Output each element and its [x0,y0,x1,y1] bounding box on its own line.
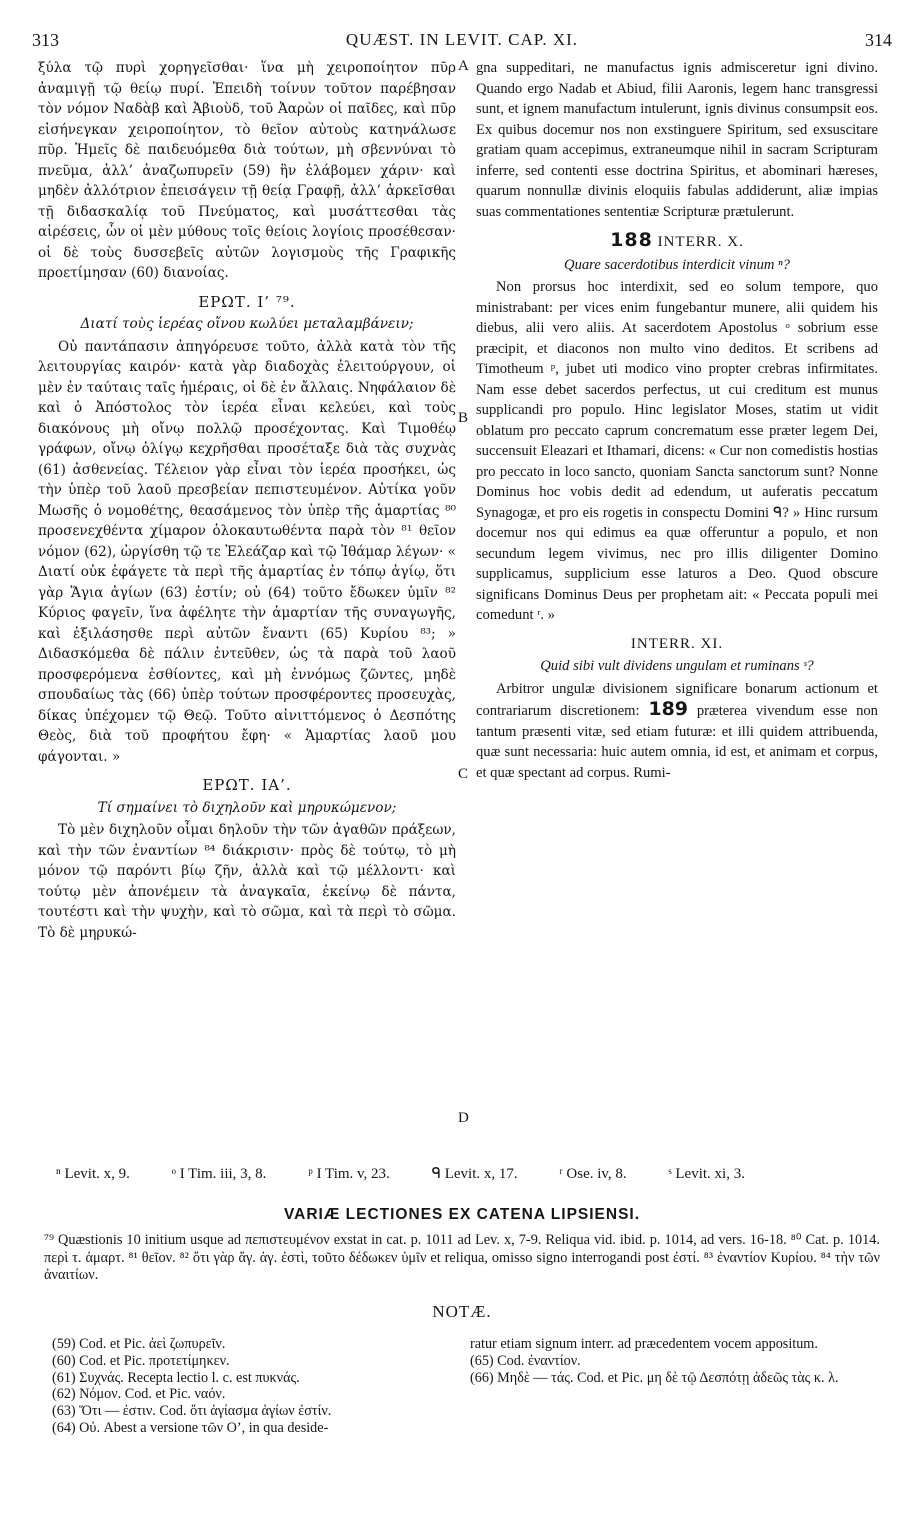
note-64-continued: ratur etiam signum interr. ad præcedentem vocem appositum. [470,1336,818,1352]
note-61: (61) Συχνάς. Recepta lectio l. c. est πυκνάς. [52,1369,300,1386]
latin-question-11-heading: INTERR. XI. [630,635,724,652]
latin-answer-10: Non prorsus hoc interdixit, sed eo solum tempore, quo ministrabant: per vices enim fungebantur munere, alii quidem his diebus, alii vero aliis. At sacerdotem Apostolus ᵒ sobrium esse præcipit, et diaconos non multo vino deditos. Et scribens ad Timotheum ᵖ, jubet uti modico vino propter crebras infirmitates. Nam esse debet sacerdos perfectus, ut cui creditum est munus supplicandi pro populo. Hinc legislator Moses, statim ut vidit oblatum pro peccato caprum concrematum esse præter legem Dei, succensuit Eleazari et Ithamari, dicens: « Cur non comedistis hostias pro peccato in loco sancto, quoniam Sancta sanctorum sunt? Nonne Dominus hoc vobis dedit ad edendum, ut auferatis peccatum Synagogæ, et pro eis rogetis in conspectu Domini ᑫ? » Hinc rursum docemur nos qui edimus ea quæ offeruntur a populo, et non secundum legem vivimus, nec pro illis diligenter Domino supplicamus, supplicium esse laturos a Deo. Quod obscure significans Dominus Deus per prophetam ait: « Peccata populi mei comedunt ʳ. » [476,279,878,623]
footnote-s: ˢ Levit. xi, 3. [668,1166,745,1182]
column-number-189: 189 [648,698,689,720]
latin-question-10-heading [476,230,878,253]
variae-lectiones-title: VARIÆ LECTIONES EX CATENA LIPSIENSI. [283,1206,641,1223]
running-title: QUÆST. IN LEVIT. CAP. XI. [345,30,579,49]
margin-letter-c: C [458,766,469,782]
note-62: (62) Νόμον. Cod. et Pic. ναόν. [52,1386,226,1403]
scripture-footnotes [56,1164,886,1183]
footnote-n: ⁿ Levit. x, 9. [56,1166,130,1182]
page-number-left: 313 [32,30,59,50]
greek-question-10-heading: ΕΡΩΤ. Ι’ ⁷⁹. [198,292,296,311]
margin-letter-a: A [458,58,469,74]
footnote-r: ʳ Ose. iv, 8. [559,1166,627,1182]
greek-question-10-title: Διατί τοὺς ἱερέας οἴνου κωλύει μεταλαμβάνειν; [80,316,414,332]
margin-letter-d: D [458,1110,469,1126]
latin-question-10-title: Quare sacerdotibus interdicit vinum ⁿ? [564,256,790,273]
note-59: (59) Cod. et Pic. ἀεὶ ζωπυρεῖν. [52,1336,226,1352]
note-63: (63) Ὅτι — ἐστιν. Cod. ὅτι ἁγίασμα ἁγίων ἐστίν. [52,1403,332,1420]
notae-left-column [52,1336,464,1437]
latin-column [476,58,878,783]
note-65: (65) Cod. ἐναντίον. [470,1352,581,1369]
column-number-188: 188 [610,229,653,251]
variae-lectiones-text: ⁷⁹ Quæstionis 10 initium usque ad πεπιστευμένον exstat in cat. p. 1011 ad Lev. x, 7-9. Reliqua vid. ibid. p. 1014, ad vers. 16-18. ⁸⁰ Cat. p. 1014. περὶ τ. ἁμαρτ. ⁸¹ θεῖον. ⁸² ὅτι γὰρ ἅγ. ἁγ. ἐστὶ, τοῦτο δέδωκεν ὑμῖν et reliqua, omisso signo interrogandi post ἐστί. ⁸³ ἐναντίον Κυρίου. ⁸⁴ τὴν τῶν ἀναιτίων. [44,1232,880,1283]
latin-answer-11 [476,679,878,784]
footnote-q: ᑫ Levit. x, 17. [431,1166,518,1182]
latin-answer-11-rest: præterea vivendum esse non tantum præsenti vitæ, sed etiam futuræ: et illi quidem attribuenda, quæ sunt necessaria: huic autem omnia, id est, et animam et corpus, et quæ spectant ad corpus. Rumi- [476,703,878,781]
footnote-p: ᵖ I Tim. v, 23. [308,1166,390,1182]
latin-question-11-title: Quid sibi vult dividens ungulam et ruminans ˢ? [540,658,814,674]
greek-answer-10: Οὐ παντάπασιν ἀπηγόρευσε τοῦτο, ἀλλὰ κατὰ τὸν τῆς λειτουργίας καιρόν· κατὰ γὰρ διαδοχὰς ἐλειτούργουν, οἱ μὲν ἐν ταύταις ταῖς ἡμέραις, οἱ δὲ ἐν ἄλλαις. Νηφάλαιον δὲ καὶ ὁ Ἀπόστολος τὸν ἱερέα εἶναι κελεύει, καὶ τοὺς διακόνους μὴ οἴνῳ πολλῷ προσέχοντας. Καὶ Τιμοθέῳ γράφων, οἴνῳ ὀλίγῳ κεχρῆσθαι προσέταξε διὰ τὰς συχνὰς (61) ἀσθενείας. Τέλειον γὰρ εἶναι τὸν ἱερέα προσήκει, ὡς τὴν ὑπὲρ τοῦ λαοῦ πρεσβείαν πεπιστευμένον. Αὐτίκα γοῦν Μωσῆς ὁ νομοθέτης, θεασάμενος τὸν ὑπὲρ τῆς ἁμαρτίας ⁸⁰ προσενεχθέντα χίμαρον ὁλοκαυτωθέντα παρὰ τὸν ⁸¹ θεῖον νόμον (62), ὠργίσθη τῷ τε Ἐλεάζαρ καὶ τῷ Ἰθάμαρ λέγων· « Διατί οὐκ ἐφάγετε τὰ περὶ τῆς ἁμαρτίας ἐν τόπῳ ἁγίῳ, ὅτι γὰρ Ἅγια ἁγίων (63) ἐστίν; οὐ (64) τοῦτο ἔδωκεν ὑμῖν ⁸² Κύριος φαγεῖν, ἵνα ἀφέλητε τὴν ἁμαρτίαν τῆς συναγωγῆς, καὶ ἐξιλάσησθε περὶ αὐτῶν ἔναντι (65) Κυρίου ⁸³; » Διδασκόμεθα δὲ πάλιν ἐντεῦθεν, ὡς τὰ παρὰ τοῦ λαοῦ προσφερόμενα ἐσθίοντες, καὶ μὴ ἐννόμως ζῶντες, μηδὲ σπουδαίως τὰς (66) ὑπὲρ τούτων προσφέροντες προσευχὰς, δίκας ὑπέχομεν τῷ Θεῷ. Τοῦτο αἰνιττόμενος ὁ Δεσπότης Θεὸς, διὰ τοῦ προφήτου ἔφη· « Ἁμαρτίας λαοῦ μου φάγονται. » [38,338,456,765]
greek-answer-11: Τὸ μὲν διχηλοῦν οἶμαι δηλοῦν τὴν τῶν ἀγαθῶν πράξεων, καὶ τὴν τῶν ἐναντίων ⁸⁴ διάκρισιν· πρὸς δὲ τούτῳ, τὸ μὴ μόνον τῷ παρόντι βίῳ ζῆν, ἀλλὰ καὶ τῷ μέλλοντι· καὶ τούτῳ μὲν ἀπονέμειν τὰ ἀναγκαῖα, ἐκείνῳ δὲ πάντα, τουτέστι καὶ τὴν ψυχὴν, καὶ τὸ σῶμα, καὶ τὰ περὶ τὸ σῶμα. Τὸ δὲ μηρυκώ- [38,822,456,941]
greek-question-11-heading: ΕΡΩΤ. ΙΑ’. [202,776,292,794]
footnote-o: ᵒ I Tim. iii, 3, 8. [171,1166,267,1182]
latin-answer-11-start: Arbitror ungulæ divisionem significare bonarum actionum et contrariarum discretionem: [476,680,878,719]
latin-question-10-label: INTERR. X. [657,234,744,250]
note-66: (66) Μηδὲ — τάς. Cod. et Pic. μη δὲ τῷ Δεσπότῃ ἀδεῶς τὰς κ. λ. [470,1369,839,1386]
note-64: (64) Οὐ. Abest a versione τῶν O’, in qua deside- [52,1419,329,1436]
page-number-right: 314 [865,30,892,50]
latin-intro-paragraph: gna suppeditari, ne manufactus ignis admisceretur igni divino. Quando ergo Nadab et Abiud, filii Aaronis, legem hanc transgressi sunt, et ignem manufactum intulerunt, ignis divinus consumpsit eos. Ex quibus docemur nos non exstinguere Spiritum, sed exsuscitare gratiam quam accepimus, extraneumque nihil in sacram Scripturam inferre, sed contenti esse doctrina Spiritus, et abominari hæreses, quarum nonnullæ divinis eloquiis fabulas addiderunt, aliæ impias suas commentationes sententiæ Scripturæ prætulerunt. [476,60,878,220]
notae-right-column [470,1336,886,1386]
margin-letter-b: B [458,410,469,426]
greek-intro-paragraph: ξύλα τῷ πυρὶ χορηγεῖσθαι· ἵνα μὴ χειροποίητον πῦρ ἀναμιγῇ τῷ θείῳ πυρί. Ἐπειδὴ τοίνυν τοῦτον παρέβησαν τὸν νόμον Ναδὰβ καὶ Ἀβιοὺδ, τοῦ Ἀαρὼν οἱ παῖδες, καὶ πῦρ εἰσήνεγκαν χειροποίητον, τὸ θεῖον αὐτοὺς κατηνάλωσε πῦρ. Ἡμεῖς δὲ παιδευόμεθα διὰ τούτων, μὴ σβεννύναι τὸ πνεῦμα, ἀλλ’ ἀναζωπυρεῖν (59) ἣν ἐλάβομεν χάριν· καὶ μηδὲν ἀλλότριον ἐπεισάγειν τῇ θείᾳ Γραφῇ, ἀλλ’ ἀρκεῖσθαι τῇ διδασκαλίᾳ τοῦ Πνεύματος, καὶ μυσάττεσθαι τὰς αἱρέσεις, ὧν οἱ μὲν μύθους τοῖς θείοις λογίοις προσέθεσαν· οἱ δὲ τοὺς δυσσεβεῖς αὐτῶν λογισμοὺς τῆς Γραφικῆς προετίμησαν (60) διανοίας. [38,60,456,281]
page-header [32,30,892,56]
greek-column [38,58,456,943]
greek-question-11-title: Τί σημαίνει τὸ διχηλοῦν καὶ μηρυκώμενον; [97,799,397,816]
note-60: (60) Cod. et Pic. προτετίμηκεν. [52,1352,230,1369]
notae-title: NOTÆ. [432,1302,492,1321]
